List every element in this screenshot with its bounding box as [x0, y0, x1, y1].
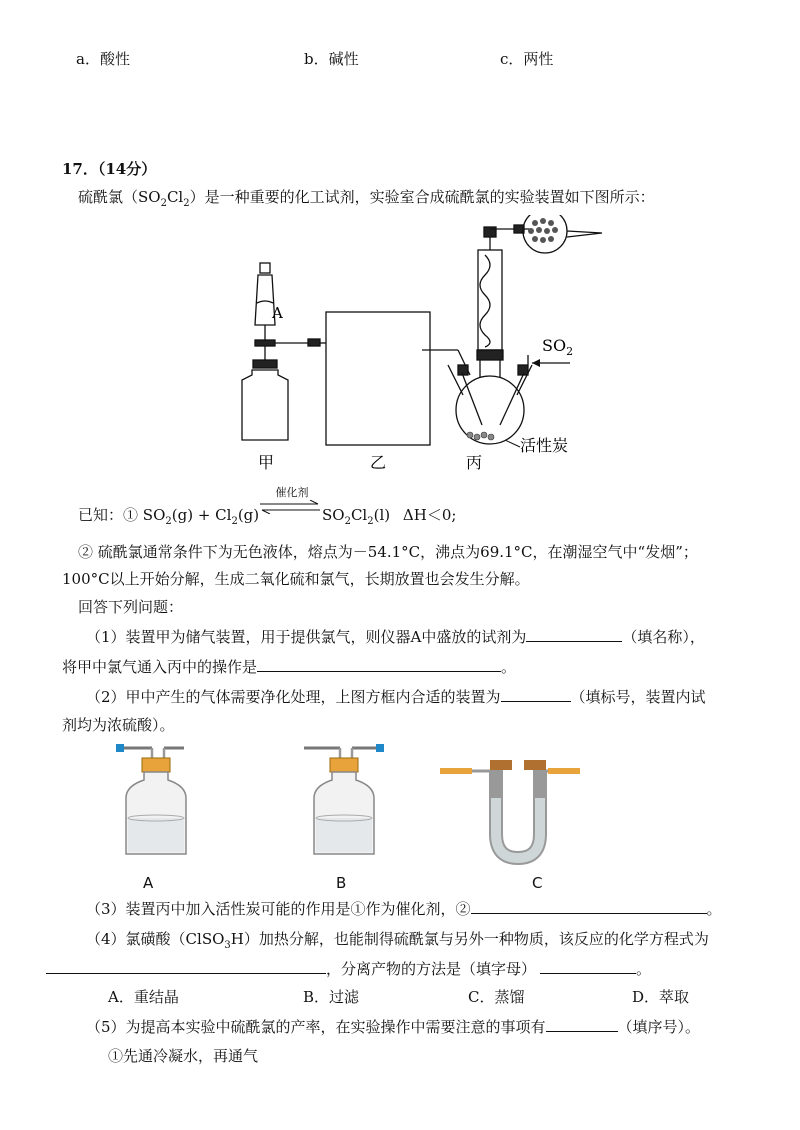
option-label-b: B — [336, 874, 347, 892]
question-intro: 硫酰氯$(SO_2Cl_2)$是一种重要的化工试剂，实验室合成硫酰氯的实验装置如下图所示： — [78, 188, 655, 209]
q2-line2: 剂均为浓硫酸）。 — [62, 716, 175, 734]
q5-blank[interactable] — [546, 1017, 618, 1032]
label-bing: 丙 — [466, 453, 483, 472]
apparatus-jia — [242, 263, 326, 440]
known-item2-line2: 100°C以上开始分解，生成二氧化硫和氯气，长期放置也会发生分解。 — [62, 570, 530, 588]
catalyst-label: 催化剂 — [275, 486, 309, 499]
q5-item1: ①先通冷凝水，再通气 — [108, 1047, 259, 1065]
q4-line2: ，分离产物的方法是（填字母） 。 — [46, 958, 651, 979]
known-reaction: 已知：① $SO_2(g) + Cl_2(g)$ — [78, 506, 260, 527]
q4-choice-d: D．萃取 — [632, 988, 690, 1006]
prev-option-b: b．碱性 — [304, 50, 359, 68]
label-carbon: 活性炭 — [520, 436, 569, 455]
known-item2-line1: ② 硫酰氯通常条件下为无色液体，熔点为－54.1°C，沸点为69.1°C，在潮湿空气中“发烟”； — [78, 543, 698, 561]
apparatus-yi-box — [326, 312, 430, 445]
label-yi: 乙 — [370, 453, 387, 472]
label-A: A — [272, 304, 283, 322]
q1-line2: 将甲中氯气通入丙中的操作是 。 — [62, 658, 517, 676]
apparatus-bing — [448, 215, 602, 444]
q2-blank[interactable] — [501, 687, 571, 702]
answer-prompt: 回答下列问题： — [78, 598, 184, 616]
wash-bottle-a — [112, 738, 202, 868]
option-label-a: A — [143, 874, 154, 892]
u-tube-c — [440, 738, 580, 868]
apparatus-figure — [230, 215, 610, 475]
question-number: 17．（14分） — [62, 160, 157, 178]
q4-line1: （4）氯磺酸（ClSO$_3$H）加热分解，也能制得硫酰氯与另外一种物质，该反应的化学方程式为 — [86, 930, 709, 951]
label-so2: $SO_2$ — [542, 336, 574, 358]
equilibrium-arrow — [258, 500, 322, 514]
q4-blank-equation[interactable] — [46, 959, 326, 974]
q3-line: （3）装置丙中加入活性炭可能的作用是①作为催化剂，② 。 — [86, 900, 722, 918]
prev-option-c: c．两性 — [500, 50, 554, 68]
option-label-c: C — [532, 874, 543, 892]
q4-blank-method[interactable] — [540, 959, 636, 974]
q2-line1: （2）甲中产生的气体需要净化处理，上图方框内合适的装置为 （填标号，装置内试 — [86, 688, 706, 706]
q4-choice-b: B．过滤 — [303, 988, 360, 1006]
q4-choice-a: A．重结晶 — [108, 988, 179, 1006]
q1-blank-2[interactable] — [257, 657, 501, 672]
q4-choice-c: C．蒸馏 — [468, 988, 525, 1006]
drying-tube-pellets — [528, 218, 558, 243]
q1-line1: （1）装置甲为储气装置，用于提供氯气，则仪器A中盛放的试剂为 （填名称）， — [86, 628, 705, 646]
q1-blank-1[interactable] — [526, 627, 622, 642]
label-jia: 甲 — [258, 453, 275, 472]
prev-option-a: a．酸性 — [76, 50, 130, 68]
q5-line: （5）为提高本实验中硫酰氯的产率，在实验操作中需要注意的事项有 （填序号）。 — [86, 1018, 701, 1036]
known-product: $SO_2Cl_2(l)$ ΔH＜0; — [322, 506, 457, 527]
q3-blank[interactable] — [471, 899, 707, 914]
wash-bottle-b — [300, 738, 390, 868]
